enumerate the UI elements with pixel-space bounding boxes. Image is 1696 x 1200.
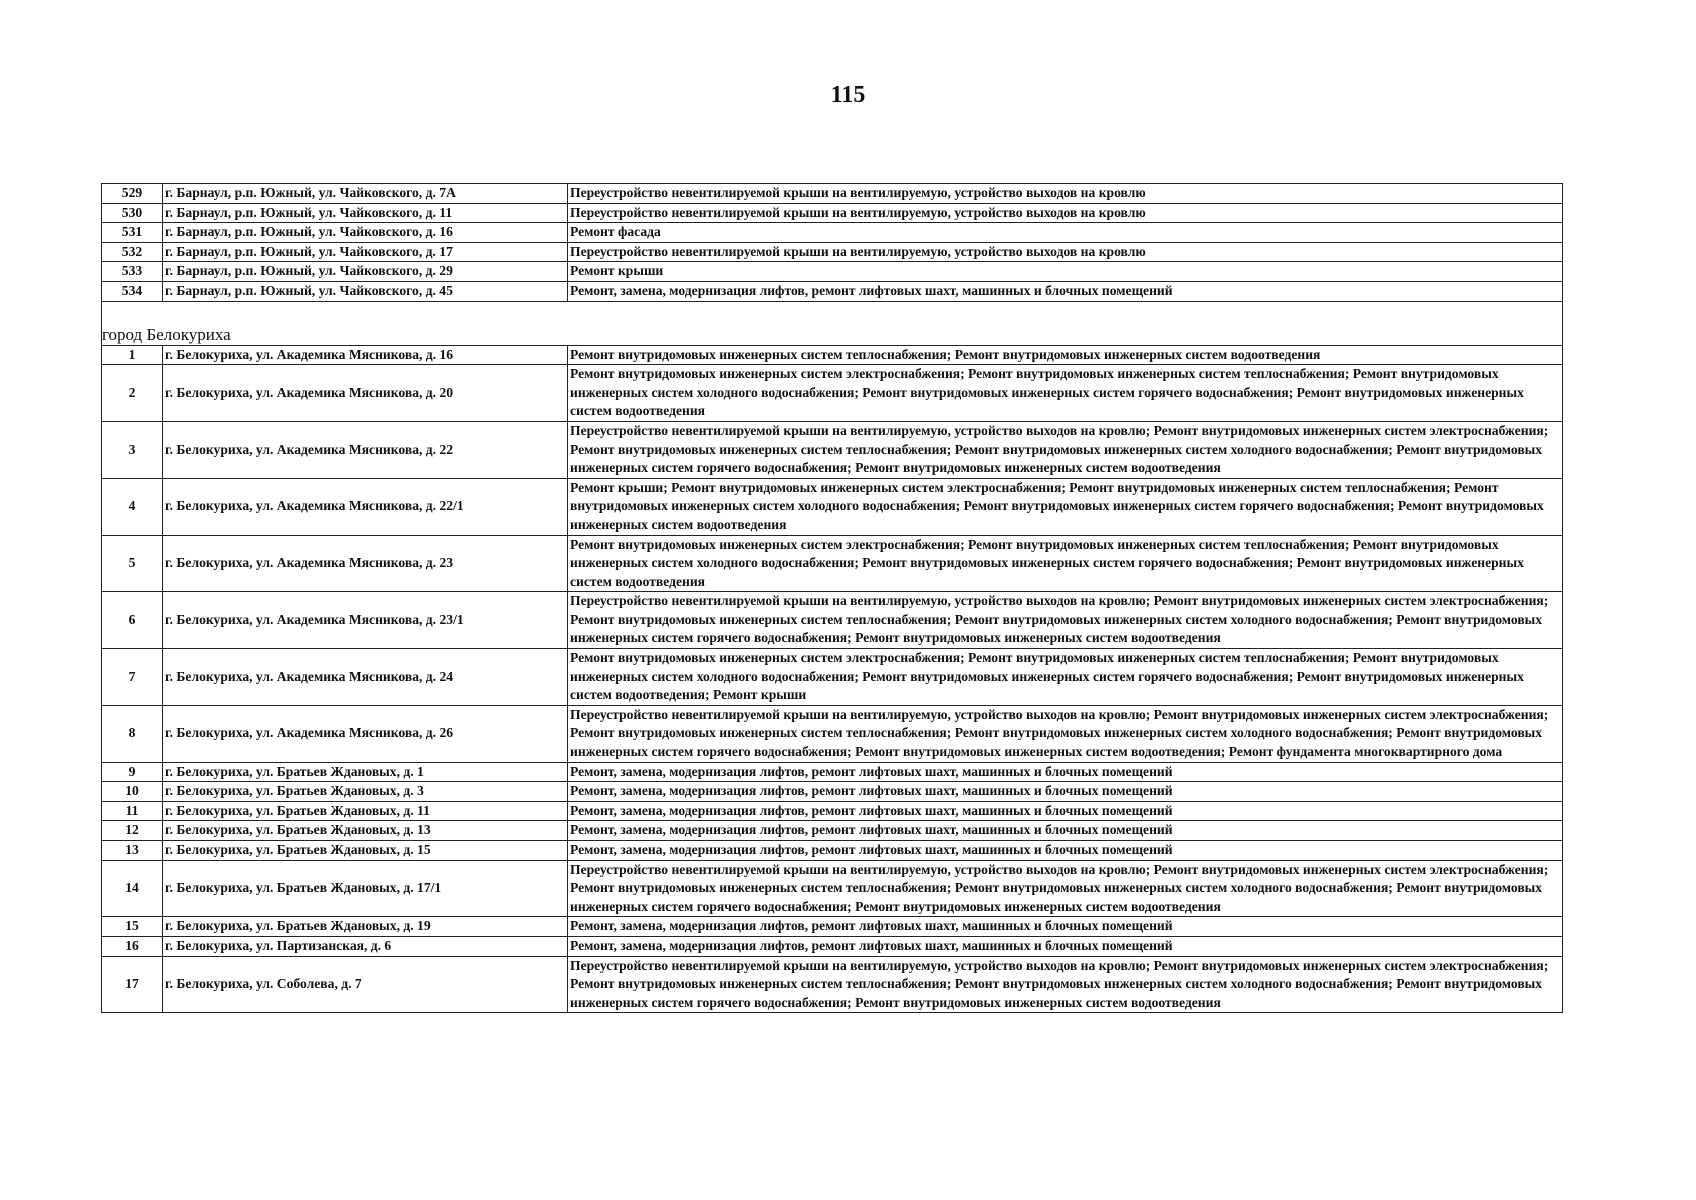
row-number: 4 bbox=[102, 478, 163, 535]
row-work-type: Ремонт, замена, модернизация лифтов, ремонт лифтовых шахт, машинных и блочных помещений bbox=[568, 936, 1563, 956]
row-work-type: Ремонт внутридомовых инженерных систем теплоснабжения; Ремонт внутридомовых инженерных систем водоотведения bbox=[568, 345, 1563, 365]
table-row bbox=[102, 649, 1563, 706]
section-title-row bbox=[102, 324, 1563, 346]
row-work-type: Переустройство невентилируемой крыши на вентилируемую, устройство выходов на кровлю; Ремонт внутридомовых инженерных систем электроснабжения; Ремонт внутридомовых инженерных систем теплоснабжения; Ремонт внутридомовых инженерных систем холодного водоснабжения; Ремонт внутридомовых инженерных систем горячего водоснабжения; Ремонт внутридомовых инженерных систем водоотведения; Ремонт фундамента многоквартирного дома bbox=[568, 705, 1563, 762]
table-row bbox=[102, 841, 1563, 861]
row-number: 533 bbox=[102, 262, 163, 282]
table-row bbox=[102, 917, 1563, 937]
row-work-type: Ремонт крыши; Ремонт внутридомовых инженерных систем электроснабжения; Ремонт внутридомовых инженерных систем теплоснабжения; Ремонт внутридомовых инженерных систем холодного водоснабжения; Ремонт внутридомовых инженерных систем горячего водоснабжения; Ремонт внутридомовых инженерных систем водоотведения bbox=[568, 478, 1563, 535]
row-number: 16 bbox=[102, 936, 163, 956]
row-work-type: Ремонт внутридомовых инженерных систем электроснабжения; Ремонт внутридомовых инженерных систем теплоснабжения; Ремонт внутридомовых инженерных систем холодного водоснабжения; Ремонт внутридомовых инженерных систем горячего водоснабжения; Ремонт внутридомовых инженерных систем водоотведения; Ремонт крыши bbox=[568, 649, 1563, 706]
row-work-type: Ремонт, замена, модернизация лифтов, ремонт лифтовых шахт, машинных и блочных помещений bbox=[568, 841, 1563, 861]
row-address: г. Белокуриха, ул. Братьев Ждановых, д. 17/1 bbox=[163, 860, 568, 917]
row-work-type: Ремонт крыши bbox=[568, 262, 1563, 282]
row-work-type: Переустройство невентилируемой крыши на вентилируемую, устройство выходов на кровлю; Ремонт внутридомовых инженерных систем электроснабжения; Ремонт внутридомовых инженерных систем теплоснабжения; Ремонт внутридомовых инженерных систем холодного водоснабжения; Ремонт внутридомовых инженерных систем горячего водоснабжения; Ремонт внутридомовых инженерных систем водоотведения bbox=[568, 592, 1563, 649]
row-work-type: Переустройство невентилируемой крыши на вентилируемую, устройство выходов на кровлю bbox=[568, 203, 1563, 223]
table-row bbox=[102, 705, 1563, 762]
table-row bbox=[102, 262, 1563, 282]
row-work-type: Ремонт, замена, модернизация лифтов, ремонт лифтовых шахт, машинных и блочных помещений bbox=[568, 281, 1563, 301]
row-number: 1 bbox=[102, 345, 163, 365]
table-row bbox=[102, 281, 1563, 301]
row-work-type: Ремонт внутридомовых инженерных систем электроснабжения; Ремонт внутридомовых инженерных систем теплоснабжения; Ремонт внутридомовых инженерных систем холодного водоснабжения; Ремонт внутридомовых инженерных систем горячего водоснабжения; Ремонт внутридомовых инженерных систем водоотведения bbox=[568, 365, 1563, 422]
row-address: г. Белокуриха, ул. Академика Мясникова, д. 20 bbox=[163, 365, 568, 422]
row-number: 529 bbox=[102, 184, 163, 204]
row-work-type: Ремонт, замена, модернизация лифтов, ремонт лифтовых шахт, машинных и блочных помещений bbox=[568, 801, 1563, 821]
row-address: г. Барнаул, р.п. Южный, ул. Чайковского, д. 16 bbox=[163, 223, 568, 243]
table-row bbox=[102, 782, 1563, 802]
row-address: г. Белокуриха, ул. Академика Мясникова, д. 16 bbox=[163, 345, 568, 365]
table-row bbox=[102, 242, 1563, 262]
table-body-barnaul bbox=[102, 184, 1563, 302]
table-row bbox=[102, 223, 1563, 243]
table-row bbox=[102, 860, 1563, 917]
row-work-type: Ремонт, замена, модернизация лифтов, ремонт лифтовых шахт, машинных и блочных помещений bbox=[568, 762, 1563, 782]
row-address: г. Белокуриха, ул. Партизанская, д. 6 bbox=[163, 936, 568, 956]
table-row bbox=[102, 203, 1563, 223]
row-number: 13 bbox=[102, 841, 163, 861]
row-address: г. Барнаул, р.п. Южный, ул. Чайковского, д. 29 bbox=[163, 262, 568, 282]
row-number: 14 bbox=[102, 860, 163, 917]
row-number: 17 bbox=[102, 956, 163, 1013]
row-address: г. Белокуриха, ул. Братьев Ждановых, д. 19 bbox=[163, 917, 568, 937]
row-work-type: Переустройство невентилируемой крыши на вентилируемую, устройство выходов на кровлю; Ремонт внутридомовых инженерных систем электроснабжения; Ремонт внутридомовых инженерных систем теплоснабжения; Ремонт внутридомовых инженерных систем холодного водоснабжения; Ремонт внутридомовых инженерных систем горячего водоснабжения; Ремонт внутридомовых инженерных систем водоотведения bbox=[568, 956, 1563, 1013]
table-row bbox=[102, 762, 1563, 782]
table-row bbox=[102, 592, 1563, 649]
table-row bbox=[102, 801, 1563, 821]
row-work-type: Ремонт, замена, модернизация лифтов, ремонт лифтовых шахт, машинных и блочных помещений bbox=[568, 917, 1563, 937]
table-row bbox=[102, 478, 1563, 535]
row-number: 15 bbox=[102, 917, 163, 937]
row-number: 9 bbox=[102, 762, 163, 782]
table-row bbox=[102, 821, 1563, 841]
row-work-type: Переустройство невентилируемой крыши на вентилируемую, устройство выходов на кровлю; Ремонт внутридомовых инженерных систем электроснабжения; Ремонт внутридомовых инженерных систем теплоснабжения; Ремонт внутридомовых инженерных систем холодного водоснабжения; Ремонт внутридомовых инженерных систем горячего водоснабжения; Ремонт внутридомовых инженерных систем водоотведения bbox=[568, 421, 1563, 478]
row-address: г. Белокуриха, ул. Академика Мясникова, д. 22 bbox=[163, 421, 568, 478]
row-work-type: Ремонт, замена, модернизация лифтов, ремонт лифтовых шахт, машинных и блочных помещений bbox=[568, 782, 1563, 802]
row-address: г. Барнаул, р.п. Южный, ул. Чайковского, д. 11 bbox=[163, 203, 568, 223]
row-address: г. Белокуриха, ул. Братьев Ждановых, д. 3 bbox=[163, 782, 568, 802]
row-number: 10 bbox=[102, 782, 163, 802]
row-work-type: Переустройство невентилируемой крыши на вентилируемую, устройство выходов на кровлю; Ремонт внутридомовых инженерных систем электроснабжения; Ремонт внутридомовых инженерных систем теплоснабжения; Ремонт внутридомовых инженерных систем холодного водоснабжения; Ремонт внутридомовых инженерных систем горячего водоснабжения; Ремонт внутридомовых инженерных систем водоотведения bbox=[568, 860, 1563, 917]
row-number: 7 bbox=[102, 649, 163, 706]
row-number: 530 bbox=[102, 203, 163, 223]
table-body-belokurikha bbox=[102, 345, 1563, 1013]
row-number: 6 bbox=[102, 592, 163, 649]
section-title: город Белокуриха bbox=[102, 324, 1563, 346]
row-work-type: Ремонт внутридомовых инженерных систем электроснабжения; Ремонт внутридомовых инженерных систем теплоснабжения; Ремонт внутридомовых инженерных систем холодного водоснабжения; Ремонт внутридомовых инженерных систем горячего водоснабжения; Ремонт внутридомовых инженерных систем водоотведения bbox=[568, 535, 1563, 592]
row-work-type: Ремонт фасада bbox=[568, 223, 1563, 243]
table-row bbox=[102, 184, 1563, 204]
table-row bbox=[102, 535, 1563, 592]
row-address: г. Барнаул, р.п. Южный, ул. Чайковского, д. 17 bbox=[163, 242, 568, 262]
row-address: г. Белокуриха, ул. Академика Мясникова, д. 23 bbox=[163, 535, 568, 592]
table-row bbox=[102, 956, 1563, 1013]
row-number: 12 bbox=[102, 821, 163, 841]
row-number: 534 bbox=[102, 281, 163, 301]
row-number: 2 bbox=[102, 365, 163, 422]
row-number: 11 bbox=[102, 801, 163, 821]
row-address: г. Белокуриха, ул. Братьев Ждановых, д. 15 bbox=[163, 841, 568, 861]
repair-registry-table bbox=[101, 183, 1563, 1013]
row-number: 5 bbox=[102, 535, 163, 592]
row-address: г. Белокуриха, ул. Академика Мясникова, д. 23/1 bbox=[163, 592, 568, 649]
table-row bbox=[102, 345, 1563, 365]
table-row bbox=[102, 365, 1563, 422]
table-row bbox=[102, 936, 1563, 956]
page-number: 115 bbox=[830, 82, 866, 108]
row-address: г. Белокуриха, ул. Братьев Ждановых, д. 1 bbox=[163, 762, 568, 782]
row-address: г. Белокуриха, ул. Академика Мясникова, д. 22/1 bbox=[163, 478, 568, 535]
section-header bbox=[102, 301, 1563, 345]
row-address: г. Белокуриха, ул. Академика Мясникова, д. 24 bbox=[163, 649, 568, 706]
row-address: г. Белокуриха, ул. Братьев Ждановых, д. 13 bbox=[163, 821, 568, 841]
row-work-type: Переустройство невентилируемой крыши на вентилируемую, устройство выходов на кровлю bbox=[568, 242, 1563, 262]
row-address: г. Белокуриха, ул. Братьев Ждановых, д. 11 bbox=[163, 801, 568, 821]
row-address: г. Барнаул, р.п. Южный, ул. Чайковского, д. 45 bbox=[163, 281, 568, 301]
row-address: г. Белокуриха, ул. Соболева, д. 7 bbox=[163, 956, 568, 1013]
row-number: 531 bbox=[102, 223, 163, 243]
row-address: г. Белокуриха, ул. Академика Мясникова, д. 26 bbox=[163, 705, 568, 762]
row-address: г. Барнаул, р.п. Южный, ул. Чайковского, д. 7А bbox=[163, 184, 568, 204]
section-spacer-row bbox=[102, 301, 1563, 324]
row-number: 3 bbox=[102, 421, 163, 478]
row-work-type: Переустройство невентилируемой крыши на вентилируемую, устройство выходов на кровлю bbox=[568, 184, 1563, 204]
row-number: 8 bbox=[102, 705, 163, 762]
row-number: 532 bbox=[102, 242, 163, 262]
row-work-type: Ремонт, замена, модернизация лифтов, ремонт лифтовых шахт, машинных и блочных помещений bbox=[568, 821, 1563, 841]
table-row bbox=[102, 421, 1563, 478]
